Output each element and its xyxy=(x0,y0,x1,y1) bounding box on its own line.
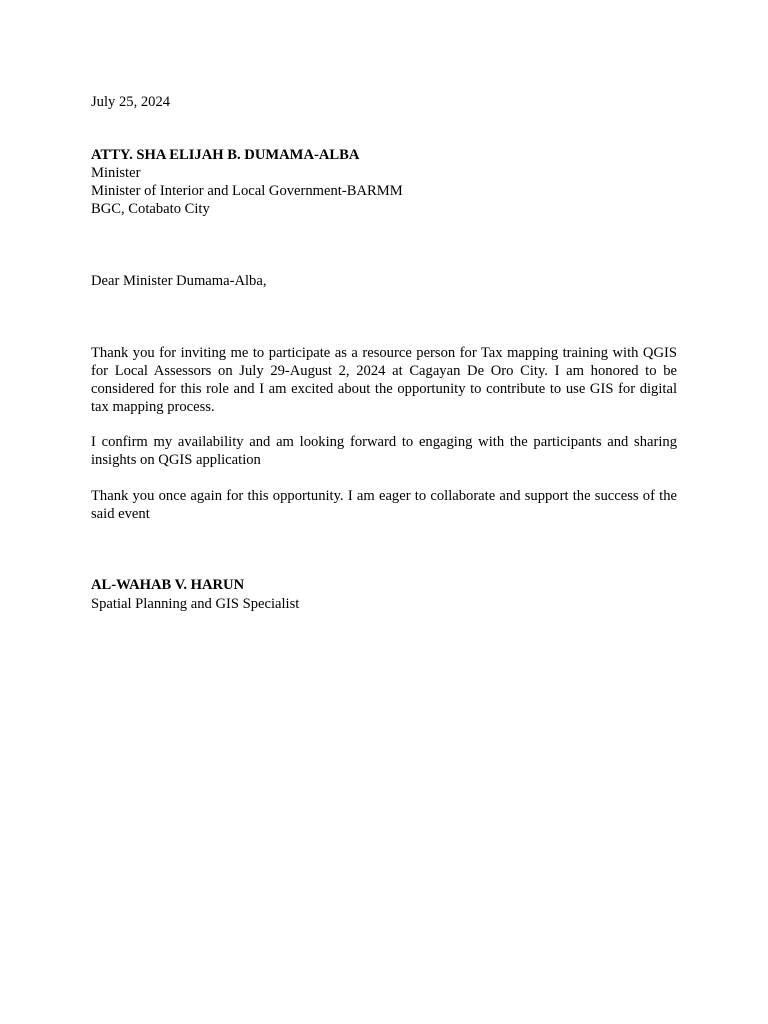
body-paragraph: Thank you for inviting me to participate as a resource person for Tax mapping training with QGIS for Local Assessors on July 29-August 2, 2024 at Cagayan De Oro City. I am honored to be considered for this role and I am excited about the opportunity to contribute to use GIS for digital tax mapping process. xyxy=(91,345,677,415)
salutation: Dear Minister Dumama-Alba, xyxy=(91,273,267,289)
signatory-name: AL-WAHAB V. HARUN xyxy=(91,577,245,593)
body-paragraph: Thank you once again for this opportunity. I am eager to collaborate and support the success of the said event xyxy=(91,488,677,522)
signatory-title: Spatial Planning and GIS Specialist xyxy=(91,596,300,612)
recipient-name: ATTY. SHA ELIJAH B. DUMAMA-ALBA xyxy=(91,147,360,163)
recipient-title: Minister xyxy=(91,165,141,181)
recipient-office: Minister of Interior and Local Government-BARMM xyxy=(91,183,403,199)
recipient-address: BGC, Cotabato City xyxy=(91,201,210,217)
body-paragraph: I confirm my availability and am looking forward to engaging with the participants and sharing insights on QGIS application xyxy=(91,434,677,468)
letter-date: July 25, 2024 xyxy=(91,94,171,110)
